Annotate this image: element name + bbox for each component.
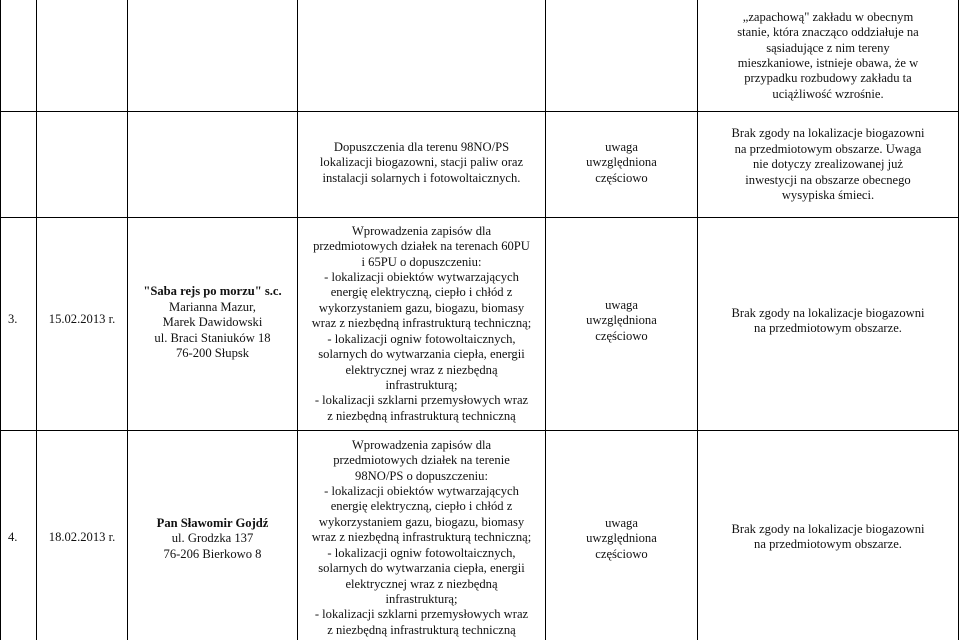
status-line: częściowo (595, 170, 648, 185)
reason-line: na przedmiotowym obszarze. (754, 537, 902, 551)
content-line: - lokalizacji ogniw fotowoltaicznych, (327, 331, 516, 346)
content-line: wraz z niezbędną infrastrukturą techniczną; (311, 316, 532, 331)
content-line: z niezbędną infrastrukturą techniczną (327, 622, 516, 637)
content-line: infrastrukturą; (385, 377, 458, 392)
number-cell (8, 528, 36, 548)
reason-line: sąsiadujące z nim tereny (766, 40, 890, 55)
content-line: z niezbędną infrastrukturą techniczną (327, 408, 516, 423)
content-line: solarnych do wytwarzania ciepła, energii (318, 347, 525, 362)
content-line: Wprowadzenia zapisów dla (351, 223, 492, 238)
content-line: przedmiotowych działek na terenie (333, 453, 510, 468)
date-cell (37, 528, 127, 548)
content-line: - lokalizacji ogniw fotowoltaicznych, (327, 545, 516, 560)
status-line: uwzględniona (586, 155, 657, 170)
submitter-line: ul. Grodzka 137 (171, 531, 254, 546)
reason-line: „zapachową" zakładu w obecnym (742, 9, 914, 24)
submitter-line: Marianna Mazur, (169, 299, 256, 314)
reason-line: Brak zgody na lokalizacje biogazowni (731, 521, 925, 536)
reason-line: mieszkaniowe, istnieje obawa, że w (737, 56, 919, 70)
content-line: 98NO/PS o dopuszczeniu: (355, 468, 488, 483)
row-border (0, 111, 959, 112)
status-line: uwaga (605, 297, 638, 312)
content-line: Wprowadzenia zapisów dla (351, 437, 492, 452)
status-line: uwaga (605, 515, 638, 530)
reason-cell (698, 520, 958, 554)
status-cell (546, 514, 697, 564)
status-line: uwzględniona (586, 313, 657, 328)
content-line: Dopuszczenia dla terenu 98NO/PS (333, 139, 510, 154)
content-line: - lokalizacji obiektów wytwarzających (324, 484, 519, 499)
row-border (0, 217, 959, 218)
entry-date: 18.02.2013 r. (48, 530, 116, 545)
entry-date: 15.02.2013 r. (48, 312, 116, 327)
content-line: instalacji solarnych i fotowoltaicznych. (322, 170, 521, 185)
reason-line: na przedmiotowym obszarze. (754, 321, 902, 335)
submitter-line: 76-206 Bierkowo 8 (163, 546, 262, 561)
submitter-cell (128, 514, 297, 564)
content-line: wykorzystaniem gazu, biogazu, biomasy (318, 514, 525, 529)
column-border (0, 0, 1, 640)
submitter-cell (128, 282, 297, 364)
row-border (0, 430, 959, 431)
reason-line: przypadku rozbudowy zakładu ta (744, 71, 912, 86)
reason-line: na przedmiotowym obszarze. Uwaga (734, 141, 922, 156)
content-line: - lokalizacji szklarni przemysłowych wraz (314, 393, 529, 408)
reason-line: uciążliwość wzrośnie. (772, 86, 884, 101)
submitter-name: "Saba rejs po morzu" s.c. (143, 284, 282, 299)
column-border (958, 0, 959, 640)
submitter-line: ul. Braci Staniuków 18 (154, 330, 271, 345)
reason-line: wysypiska śmieci. (781, 188, 875, 203)
number-cell (8, 310, 36, 330)
content-line: wykorzystaniem gazu, biogazu, biomasy (318, 300, 525, 315)
submitter-line: 76-200 Słupsk (175, 346, 250, 361)
status-line: częściowo (595, 328, 648, 343)
date-cell (37, 310, 127, 330)
content-cell (298, 436, 545, 640)
submitter-name: Pan Sławomir Gojdź (156, 515, 269, 530)
content-cell (298, 222, 545, 426)
content-line: elektrycznej wraz z niezbędną (345, 576, 498, 591)
content-line: lokalizacji biogazowni, stacji paliw oraz (319, 155, 524, 170)
status-line: uwzględniona (586, 531, 657, 546)
reason-line: inwestycji na obszarze obecnego (745, 172, 911, 187)
reason-line: nie dotyczy zrealizowanej już (753, 157, 903, 172)
reason-line: Brak zgody na lokalizacje biogazowni (731, 305, 925, 320)
reason-line: stanie, która znacząco oddziałuje na (737, 25, 919, 40)
reason-line: Brak zgody na lokalizacje biogazowni (731, 126, 925, 141)
status-cell (546, 296, 697, 346)
content-line: wraz z niezbędną infrastrukturą techniczną; (311, 530, 532, 545)
reason-cell (698, 2, 958, 110)
reason-cell (698, 125, 958, 205)
reason-cell (698, 304, 958, 338)
status-line: częściowo (595, 546, 648, 561)
content-line: energię elektryczną, ciepło i chłód z (330, 499, 513, 514)
status-line: uwaga (605, 139, 638, 154)
submitter-line: Marek Dawidowski (162, 315, 263, 330)
content-line: elektrycznej wraz z niezbędną (345, 362, 498, 377)
content-line: energię elektryczną, ciepło i chłód z (330, 285, 513, 300)
content-cell (298, 138, 545, 188)
entry-number: 3. (8, 312, 18, 327)
content-line: - lokalizacji obiektów wytwarzających (324, 270, 519, 285)
entry-number: 4. (8, 530, 18, 545)
content-line: przedmiotowych działek na terenach 60PU (313, 239, 530, 254)
content-line: - lokalizacji szklarni przemysłowych wraz (314, 607, 529, 622)
content-line: solarnych do wytwarzania ciepła, energii (318, 561, 525, 576)
content-line: i 65PU o dopuszczeniu: (361, 254, 482, 269)
content-line: infrastrukturą; (385, 591, 458, 606)
status-cell (546, 138, 697, 188)
